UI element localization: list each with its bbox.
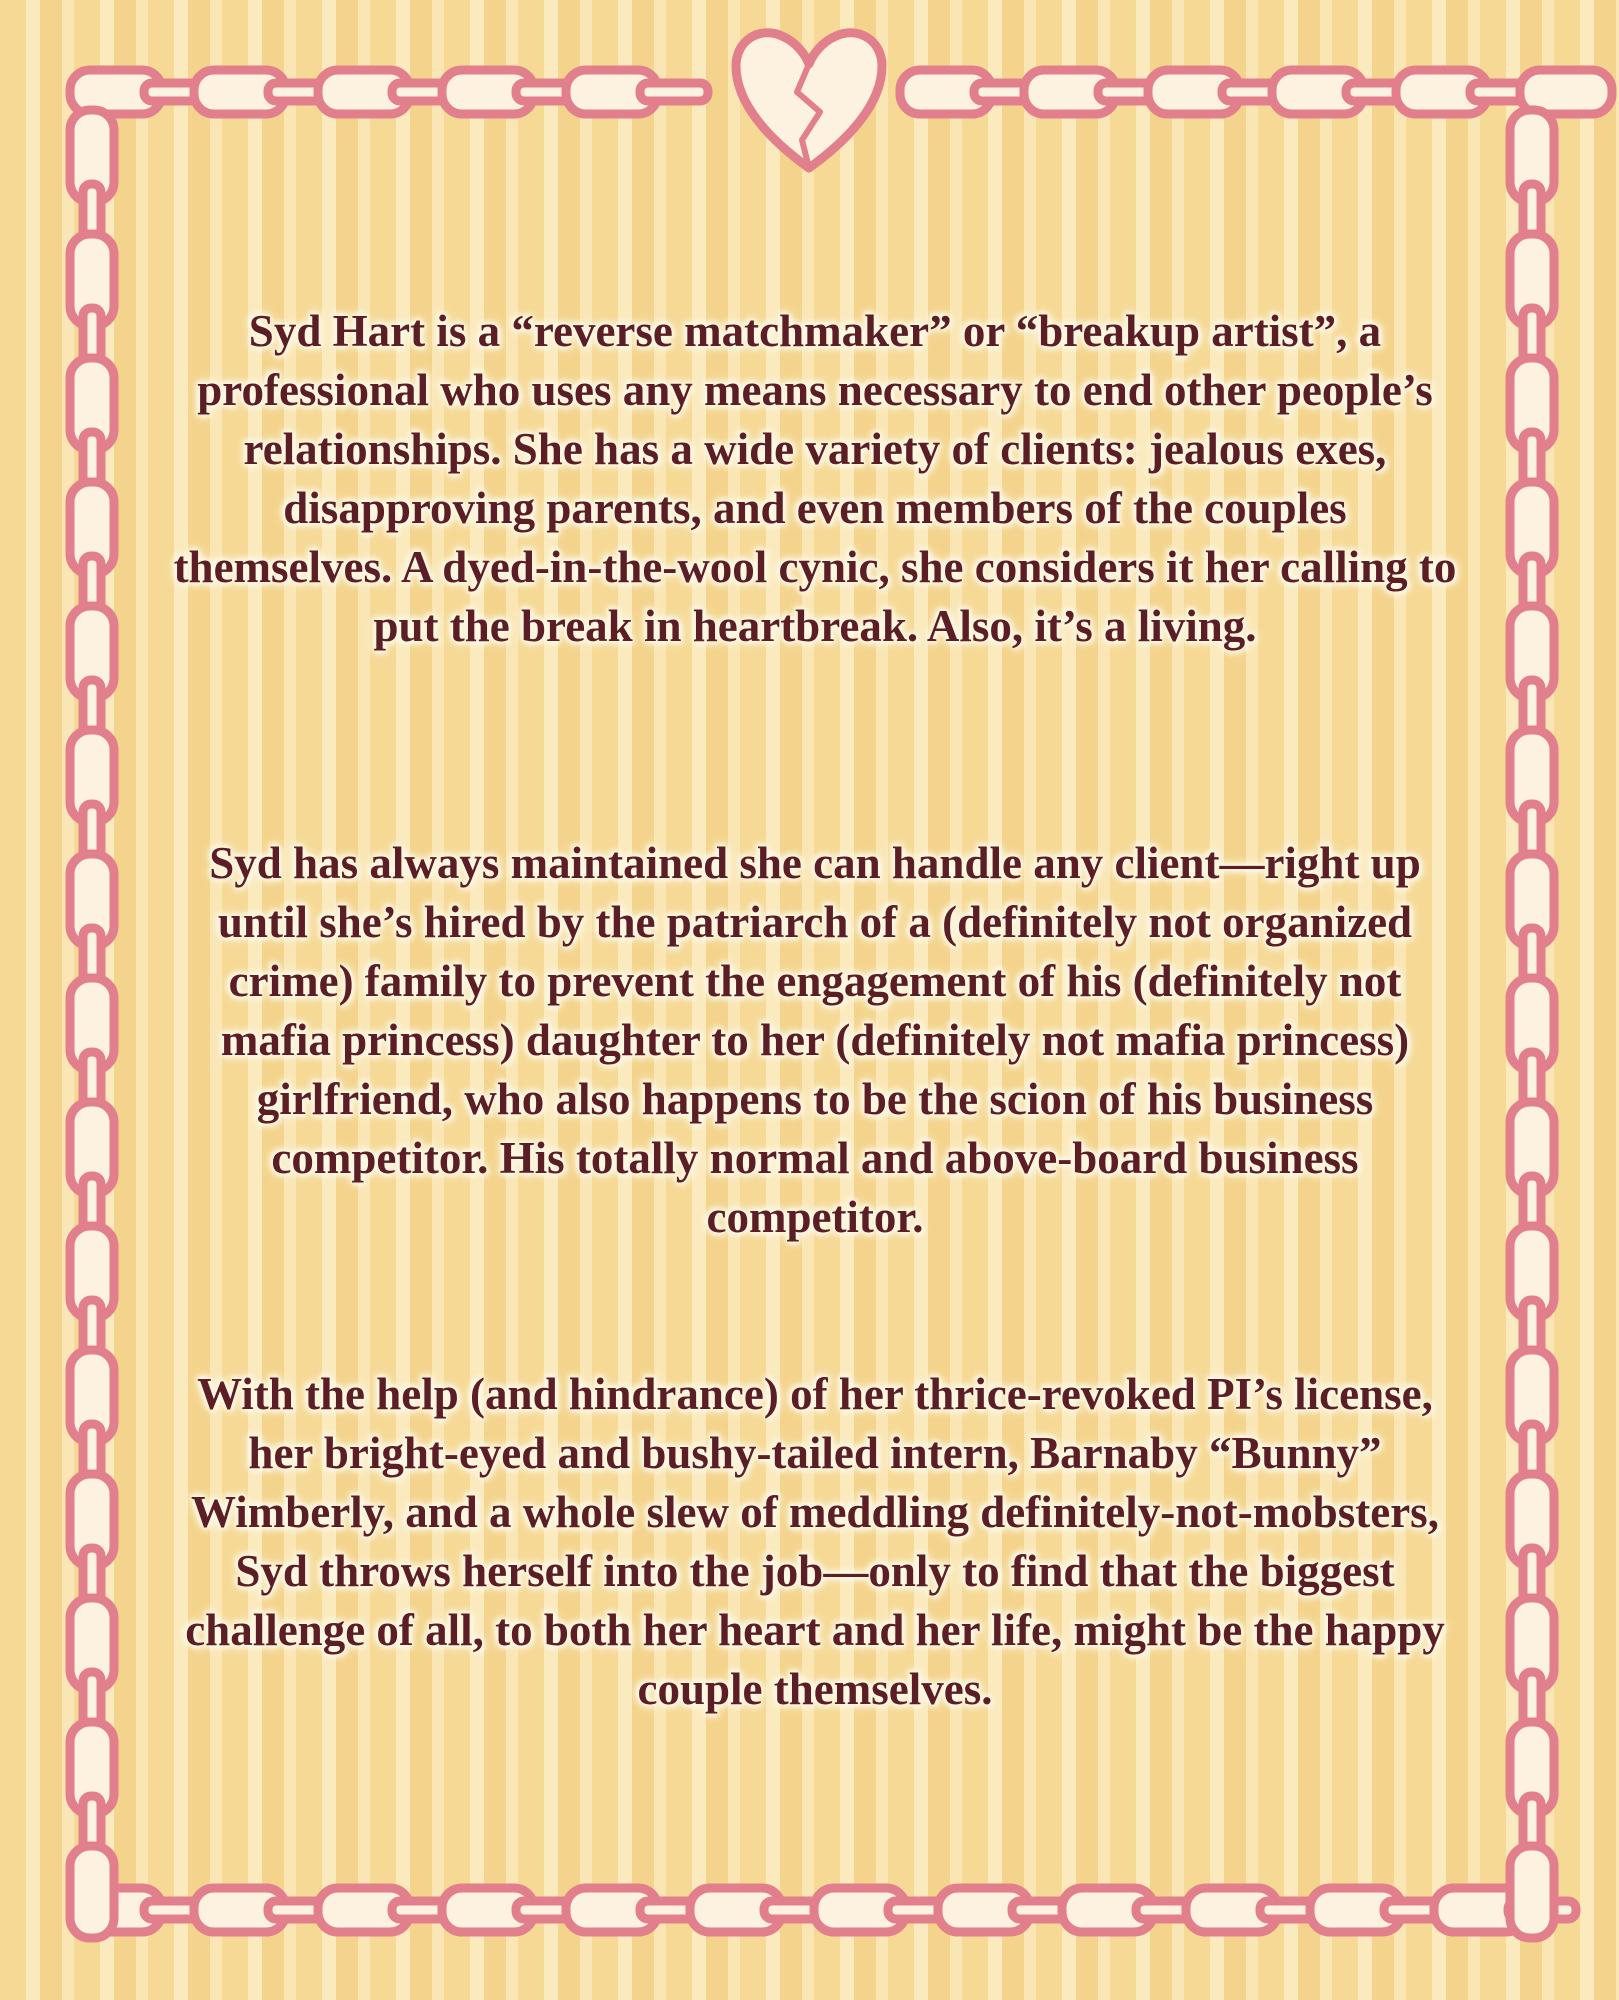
chain-link — [640, 83, 708, 101]
chain-link — [70, 1846, 114, 1938]
chain-link — [1510, 1846, 1554, 1938]
blurb-paragraph-1: Syd Hart is a “reverse matchmaker” or “breakup artist”, a professional who uses any means necessary to end other people’s relationships. She has a wide variety of clients: jealous exes, disapproving parents, and even members of the couples themselves. A dyed-in-the-wool cynic, she considers it her calling to put the break in heartbreak. Also, it’s a living. — [173, 306, 1457, 651]
broken-heart-icon — [736, 33, 882, 168]
blurb-paragraph-2: Syd has always maintained she can handle any client—right up until she’s hired by the patriarch of a (definitely not organized crime) family to prevent the engagement of his (definitely not mafia princess) daughter to her (definitely not mafia princess) girlfriend, who also happens to be the scion of his business competitor. His totally normal and above-board business competitor. — [209, 838, 1421, 1242]
blurb-paragraph-3: With the help (and hindrance) of her thrice-revoked PI’s license, her bright-eyed and bushy-tailed intern, Barnaby “Bunny” Wimberly, and a whole slew of meddling definitely-not-mobsters, Syd throws herself into the job—only to find that the biggest challenge of all, to both her heart and her life, might be the happy couple themselves. — [185, 1369, 1445, 1714]
